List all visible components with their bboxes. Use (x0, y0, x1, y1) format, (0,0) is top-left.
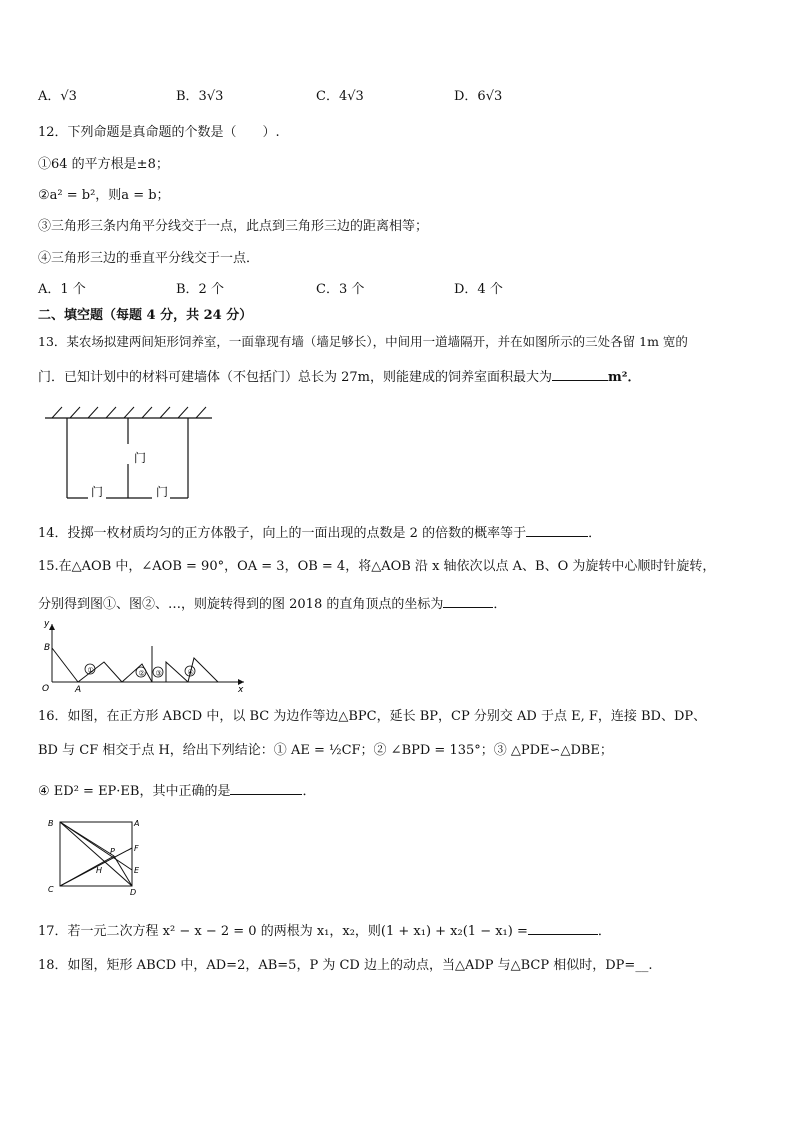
q12-stem: 12．下列命题是真命题的个数是（ ）. (38, 125, 280, 140)
q12-option-c: C．3 个 (316, 282, 365, 297)
section-heading: 二、填空题（每题 4 分，共 24 分） (38, 308, 253, 323)
q13-unit: m²． (608, 370, 641, 385)
q11-option-c: C．4√3 (316, 89, 364, 104)
answer-blank (552, 366, 608, 381)
q16-label-e: E (134, 866, 140, 875)
q15-end: ． (493, 597, 507, 612)
q14-text: 14．投掷一枚材质均匀的正方体骰子，向上的一面出现的点数是 2 的倍数的概率等于 (38, 526, 527, 541)
q16-label-d: D (130, 888, 137, 896)
q16-label-f: F (134, 844, 139, 853)
fig-label-3: ③ (155, 669, 162, 678)
q17-line (38, 920, 611, 941)
q17-end: ． (597, 924, 611, 939)
q16-label-h: H (96, 866, 103, 875)
q15-line-1: 15.在△AOB 中，∠AOB = 90°，OA = 3，OB = 4，将△AOB 沿 x 轴依次以点 A、B、O 为旋转中心顺时针旋转， (38, 559, 716, 574)
q16-label-b: B (48, 819, 54, 828)
q15-line-2 (38, 593, 506, 614)
point-a-label: A (75, 685, 82, 695)
answer-blank (230, 780, 302, 795)
q13-line-2 (38, 366, 640, 387)
q16-label-a: A (134, 819, 140, 828)
point-b-label: B (44, 643, 51, 653)
q14-end: ． (588, 526, 602, 541)
q12-statement-2: ②a² = b²，则a = b； (38, 188, 170, 203)
q12-option-a: A．1 个 (38, 282, 86, 297)
q16-line-2: BD 与 CF 相交于点 H，给出下列结论：① AE = ½CF；② ∠BPD = 135°；③ △PDE∽△DBE； (38, 743, 613, 758)
q15-text: 分别得到图①、图②、…，则旋转得到的图 2018 的直角顶点的坐标为 (38, 597, 444, 612)
q13-figure (40, 400, 220, 504)
q18-line: 18．如图，矩形 ABCD 中，AD=2，AB=5，P 为 CD 边上的动点，当△ADP 与△BCP 相似时，DP=__. (38, 958, 653, 973)
door-label-middle: 门 (134, 451, 147, 465)
q12-statement-4: ④三角形三边的垂直平分线交于一点． (38, 251, 260, 266)
q12-option-b: B．2 个 (176, 282, 224, 297)
q11-option-d: D．6√3 (454, 89, 503, 104)
fig-label-2: ② (138, 669, 145, 678)
q11-option-b: B．3√3 (176, 89, 224, 104)
q16-end: ． (302, 784, 316, 799)
q12-option-d: D．4 个 (454, 282, 503, 297)
y-axis-label: y (44, 619, 50, 629)
x-axis-label: x (238, 685, 244, 695)
q16-label-c: C (48, 885, 54, 894)
door-label-left: 门 (91, 485, 104, 499)
door-label-right: 门 (156, 485, 169, 499)
q16-figure (42, 814, 152, 896)
fig-label-4: ④ (187, 668, 194, 677)
answer-blank (443, 593, 493, 608)
q16-line-3 (38, 780, 316, 801)
q12-statement-3: ③三角形三条内角平分线交于一点，此点到三角形三边的距离相等； (38, 219, 429, 234)
answer-blank (528, 920, 598, 935)
q11-option-a: A．√3 (38, 89, 77, 104)
q16-text: ④ ED² = EP·EB，其中正确的是 (38, 784, 231, 799)
q13-line-1: 13．某农场拟建两间矩形饲养室，一面靠现有墙（墙足够长），中间用一道墙隔开，并在如图所示的三处各留 1m 宽的 (38, 334, 688, 349)
q15-figure (38, 616, 252, 696)
q16-label-p: P (110, 847, 115, 856)
q16-line-1: 16．如图，在正方形 ABCD 中，以 BC 为边作等边△BPC，延长 BP，CP 分别交 AD 于点 E, F，连接 BD、DP、 (38, 709, 707, 724)
q17-text: 17．若一元二次方程 x² − x − 2 = 0 的两根为 x₁，x₂，则(1 + x₁) + x₂(1 − x₁) = (38, 924, 528, 939)
answer-blank (526, 522, 588, 537)
origin-label: O (42, 684, 50, 694)
q12-statement-1: ①64 的平方根是±8； (38, 157, 169, 172)
q14-line (38, 522, 601, 543)
fig-label-1: ① (87, 666, 94, 675)
q13-text: 门．已知计划中的材料可建墙体（不包括门）总长为 27m，则能建成的饲养室面积最大为 (38, 370, 553, 385)
